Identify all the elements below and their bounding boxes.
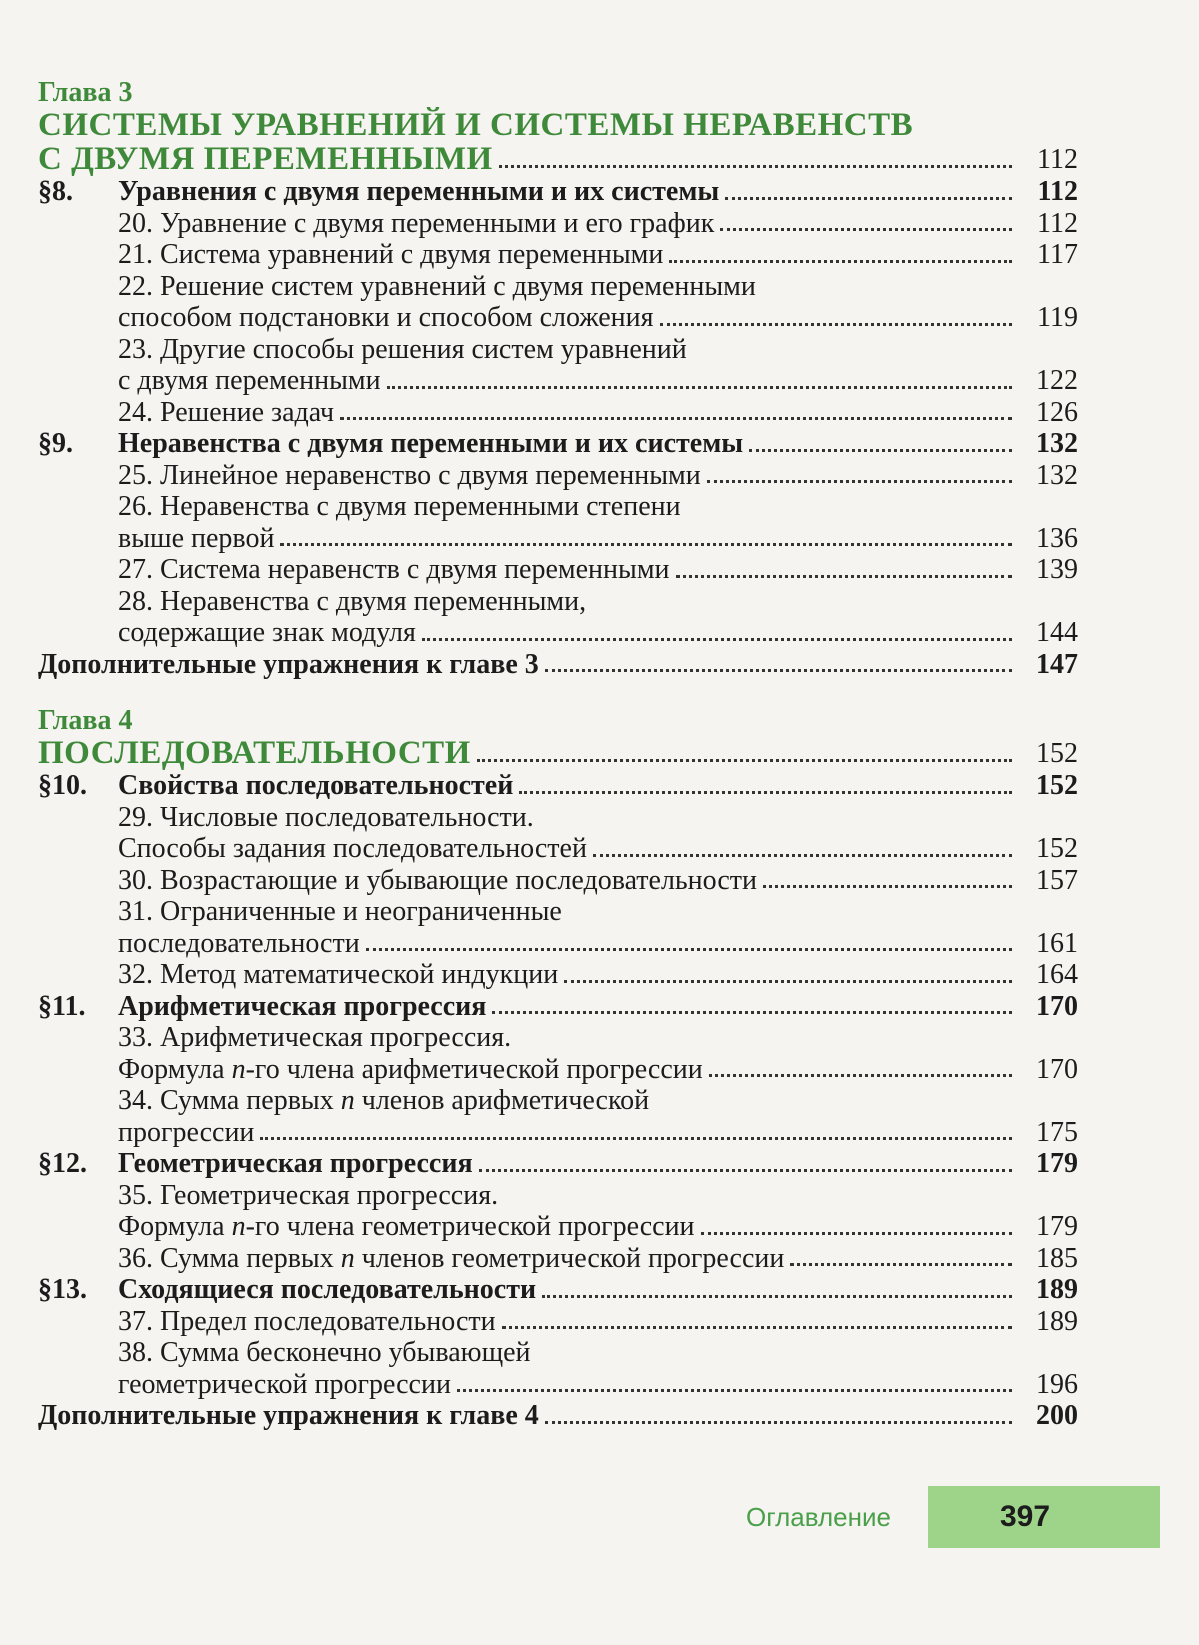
footer-page-number: 397: [1000, 1500, 1051, 1533]
dot-leader: [492, 1011, 1012, 1014]
dot-leader: [709, 1074, 1012, 1077]
chapter-3-title-line2: С ДВУМЯ ПЕРЕМЕННЫМИ: [38, 141, 493, 177]
page-number: 112: [1037, 144, 1078, 175]
item-title-line1: 34. Сумма первых n членов арифметической: [118, 1085, 650, 1116]
page-number: 147: [1036, 648, 1078, 680]
toc-item-23[interactable]: [38, 334, 1078, 397]
dot-leader: [340, 417, 1012, 420]
page-number: 164: [1036, 959, 1078, 990]
dot-leader: [676, 575, 1012, 578]
dot-leader: [422, 638, 1012, 641]
toc-item-31[interactable]: [38, 896, 1078, 959]
item-title-line1: 28. Неравенства с двумя переменными,: [118, 585, 587, 617]
toc-item-37[interactable]: [38, 1306, 1078, 1338]
chapter-3-label: Глава 3: [38, 77, 133, 108]
toc-item-28[interactable]: [38, 586, 1078, 649]
toc-item-34[interactable]: [38, 1085, 1078, 1148]
item-title-line2: последовательности: [118, 927, 360, 959]
toc-item-21[interactable]: [38, 239, 1078, 271]
item-title-line2: Формула n-го члена арифметической прогрессии: [118, 1053, 703, 1085]
item-title-line1: 26. Неравенства с двумя переменными степени: [118, 491, 681, 522]
dot-leader: [749, 449, 1012, 452]
dot-leader: [669, 260, 1012, 263]
toc-item-27[interactable]: [38, 554, 1078, 586]
dot-leader: [479, 1169, 1012, 1172]
page-number: 139: [1036, 554, 1078, 585]
dot-leader: [387, 386, 1012, 389]
item-title-line2: прогрессии: [118, 1116, 255, 1148]
item-title-line2: способом подстановки и способом сложения: [118, 302, 654, 333]
section-number: §10.: [38, 770, 87, 801]
toc-item-36[interactable]: [38, 1243, 1078, 1275]
page-number: 126: [1036, 396, 1078, 428]
dot-leader: [725, 197, 1012, 200]
item-title: 27. Система неравенств с двумя переменными: [118, 554, 670, 585]
footer-section-label: Оглавление: [746, 1502, 891, 1532]
item-title: 36. Сумма первых n членов геометрической прогрессии: [118, 1242, 785, 1274]
section-number: §8.: [38, 176, 73, 207]
chapter-4-title: ПОСЛЕДОВАТЕЛЬНОСТИ: [38, 735, 471, 771]
item-title-line2: выше первой: [118, 522, 275, 554]
item-title: 20. Уравнение с двумя переменными и его график: [118, 207, 715, 239]
dot-leader: [545, 669, 1012, 672]
item-title-line2: геометрической прогрессии: [118, 1368, 451, 1400]
page-number: 175: [1036, 1116, 1078, 1148]
section-title: Неравенства с двумя переменными и их системы: [118, 428, 744, 459]
dot-leader: [545, 1421, 1012, 1424]
dot-leader: [763, 885, 1012, 888]
page-number: 189: [1036, 1305, 1078, 1337]
toc-item-25[interactable]: [38, 460, 1078, 492]
section-title: Уравнения с двумя переменными и их системы: [118, 176, 720, 207]
dot-leader: [542, 1295, 1012, 1298]
section-title: Геометрическая прогрессия: [118, 1148, 473, 1179]
dot-leader: [260, 1137, 1012, 1140]
toc-item-22[interactable]: [38, 271, 1078, 334]
toc-section-12[interactable]: [38, 1148, 1078, 1180]
page-number: 185: [1036, 1242, 1078, 1274]
extra-title: Дополнительные упражнения к главе 4: [38, 1400, 539, 1431]
item-title: 25. Линейное неравенство с двумя переменными: [118, 459, 701, 491]
page-number: 152: [1036, 770, 1078, 801]
item-title-line1: 33. Арифметическая прогрессия.: [118, 1022, 512, 1053]
item-title-line2: содержащие знак модуля: [118, 617, 416, 648]
dot-leader: [502, 1326, 1012, 1329]
toc-section-11[interactable]: [38, 991, 1078, 1023]
section-number: §12.: [38, 1148, 87, 1179]
item-title-line2: Способы задания последовательностей: [118, 833, 587, 864]
toc-item-38[interactable]: [38, 1337, 1078, 1400]
toc-item-35[interactable]: [38, 1180, 1078, 1243]
item-title-line1: 35. Геометрическая прогрессия.: [118, 1179, 499, 1211]
toc-item-26[interactable]: [38, 491, 1078, 554]
section-number: §11.: [38, 990, 86, 1022]
toc-extra-exercises-ch4[interactable]: [38, 1400, 1078, 1432]
chapter-3-title-row[interactable]: [38, 142, 1078, 176]
section-title: Свойства последовательностей: [118, 770, 514, 801]
page-number: 200: [1036, 1400, 1078, 1431]
page-number: 112: [1037, 176, 1078, 207]
toc-item-32[interactable]: [38, 959, 1078, 991]
dot-leader: [477, 759, 1012, 762]
dot-leader: [366, 948, 1012, 951]
page-number: 152: [1036, 738, 1078, 769]
page-number: 119: [1037, 302, 1078, 333]
toc-extra-exercises-ch3[interactable]: [38, 649, 1078, 681]
item-title: 24. Решение задач: [118, 396, 335, 428]
page-number: 189: [1036, 1274, 1078, 1305]
chapter-3-title-line1: СИСТЕМЫ УРАВНЕНИЙ И СИСТЕМЫ НЕРАВЕНСТВ: [38, 107, 914, 143]
item-title: 37. Предел последовательности: [118, 1305, 496, 1337]
dot-leader: [701, 1232, 1012, 1235]
item-title-line1: 22. Решение систем уравнений с двумя переменными: [118, 270, 756, 302]
section-title: Арифметическая прогрессия: [118, 990, 487, 1022]
page-number: 161: [1036, 927, 1078, 959]
toc-item-30[interactable]: [38, 865, 1078, 897]
item-title-line1: 31. Ограниченные и неограниченные: [118, 896, 562, 927]
toc-item-20[interactable]: [38, 208, 1078, 240]
toc-item-29[interactable]: [38, 802, 1078, 865]
page-number: 117: [1037, 239, 1078, 270]
toc-section-13[interactable]: [38, 1274, 1078, 1306]
toc-section-9[interactable]: [38, 428, 1078, 460]
dot-leader: [457, 1389, 1012, 1392]
item-title-line1: 29. Числовые последовательности.: [118, 801, 534, 833]
spacer: [38, 680, 1078, 706]
page-number: 157: [1036, 864, 1078, 896]
extra-title: Дополнительные упражнения к главе 3: [38, 648, 539, 680]
dot-leader: [280, 543, 1012, 546]
dot-leader: [564, 980, 1012, 983]
dot-leader: [593, 854, 1012, 857]
toc-section-8[interactable]: [38, 176, 1078, 208]
page-number: 152: [1036, 833, 1078, 864]
dot-leader: [519, 791, 1012, 794]
dot-leader: [499, 165, 1012, 168]
dot-leader: [790, 1263, 1012, 1266]
page-number: 122: [1036, 365, 1078, 396]
item-title-line2: Формула n-го члена геометрической прогрессии: [118, 1211, 695, 1242]
chapter-4-title-row[interactable]: [38, 736, 1078, 770]
page-number: 196: [1036, 1368, 1078, 1400]
item-title: 32. Метод математической индукции: [118, 959, 559, 990]
dot-leader: [720, 228, 1012, 231]
page-number: 179: [1036, 1211, 1078, 1242]
page-number: 132: [1036, 459, 1078, 491]
page-number: 170: [1036, 1053, 1078, 1085]
item-title-line2: с двумя переменными: [118, 365, 381, 396]
page-number: 136: [1036, 522, 1078, 554]
item-title: 30. Возрастающие и убывающие последовательности: [118, 864, 758, 896]
toc-section-10[interactable]: [38, 770, 1078, 802]
page-number: 112: [1037, 207, 1078, 239]
chapter-4-label: Глава 4: [38, 705, 133, 736]
page-number: 179: [1036, 1148, 1078, 1179]
toc-item-33[interactable]: [38, 1022, 1078, 1085]
page-number: 144: [1036, 617, 1078, 648]
section-number: §13.: [38, 1274, 87, 1305]
section-number: §9.: [38, 428, 73, 459]
item-title: 21. Система уравнений с двумя переменными: [118, 239, 664, 270]
dot-leader: [707, 480, 1012, 483]
item-title-line1: 38. Сумма бесконечно убывающей: [118, 1337, 531, 1368]
table-of-contents: [38, 78, 1078, 1432]
page-number: 170: [1036, 990, 1078, 1022]
dot-leader: [660, 323, 1012, 326]
toc-item-24[interactable]: [38, 397, 1078, 429]
page-number: 132: [1036, 428, 1078, 459]
section-title: Сходящиеся последовательности: [118, 1274, 537, 1305]
item-title-line1: 23. Другие способы решения систем уравнений: [118, 333, 687, 365]
